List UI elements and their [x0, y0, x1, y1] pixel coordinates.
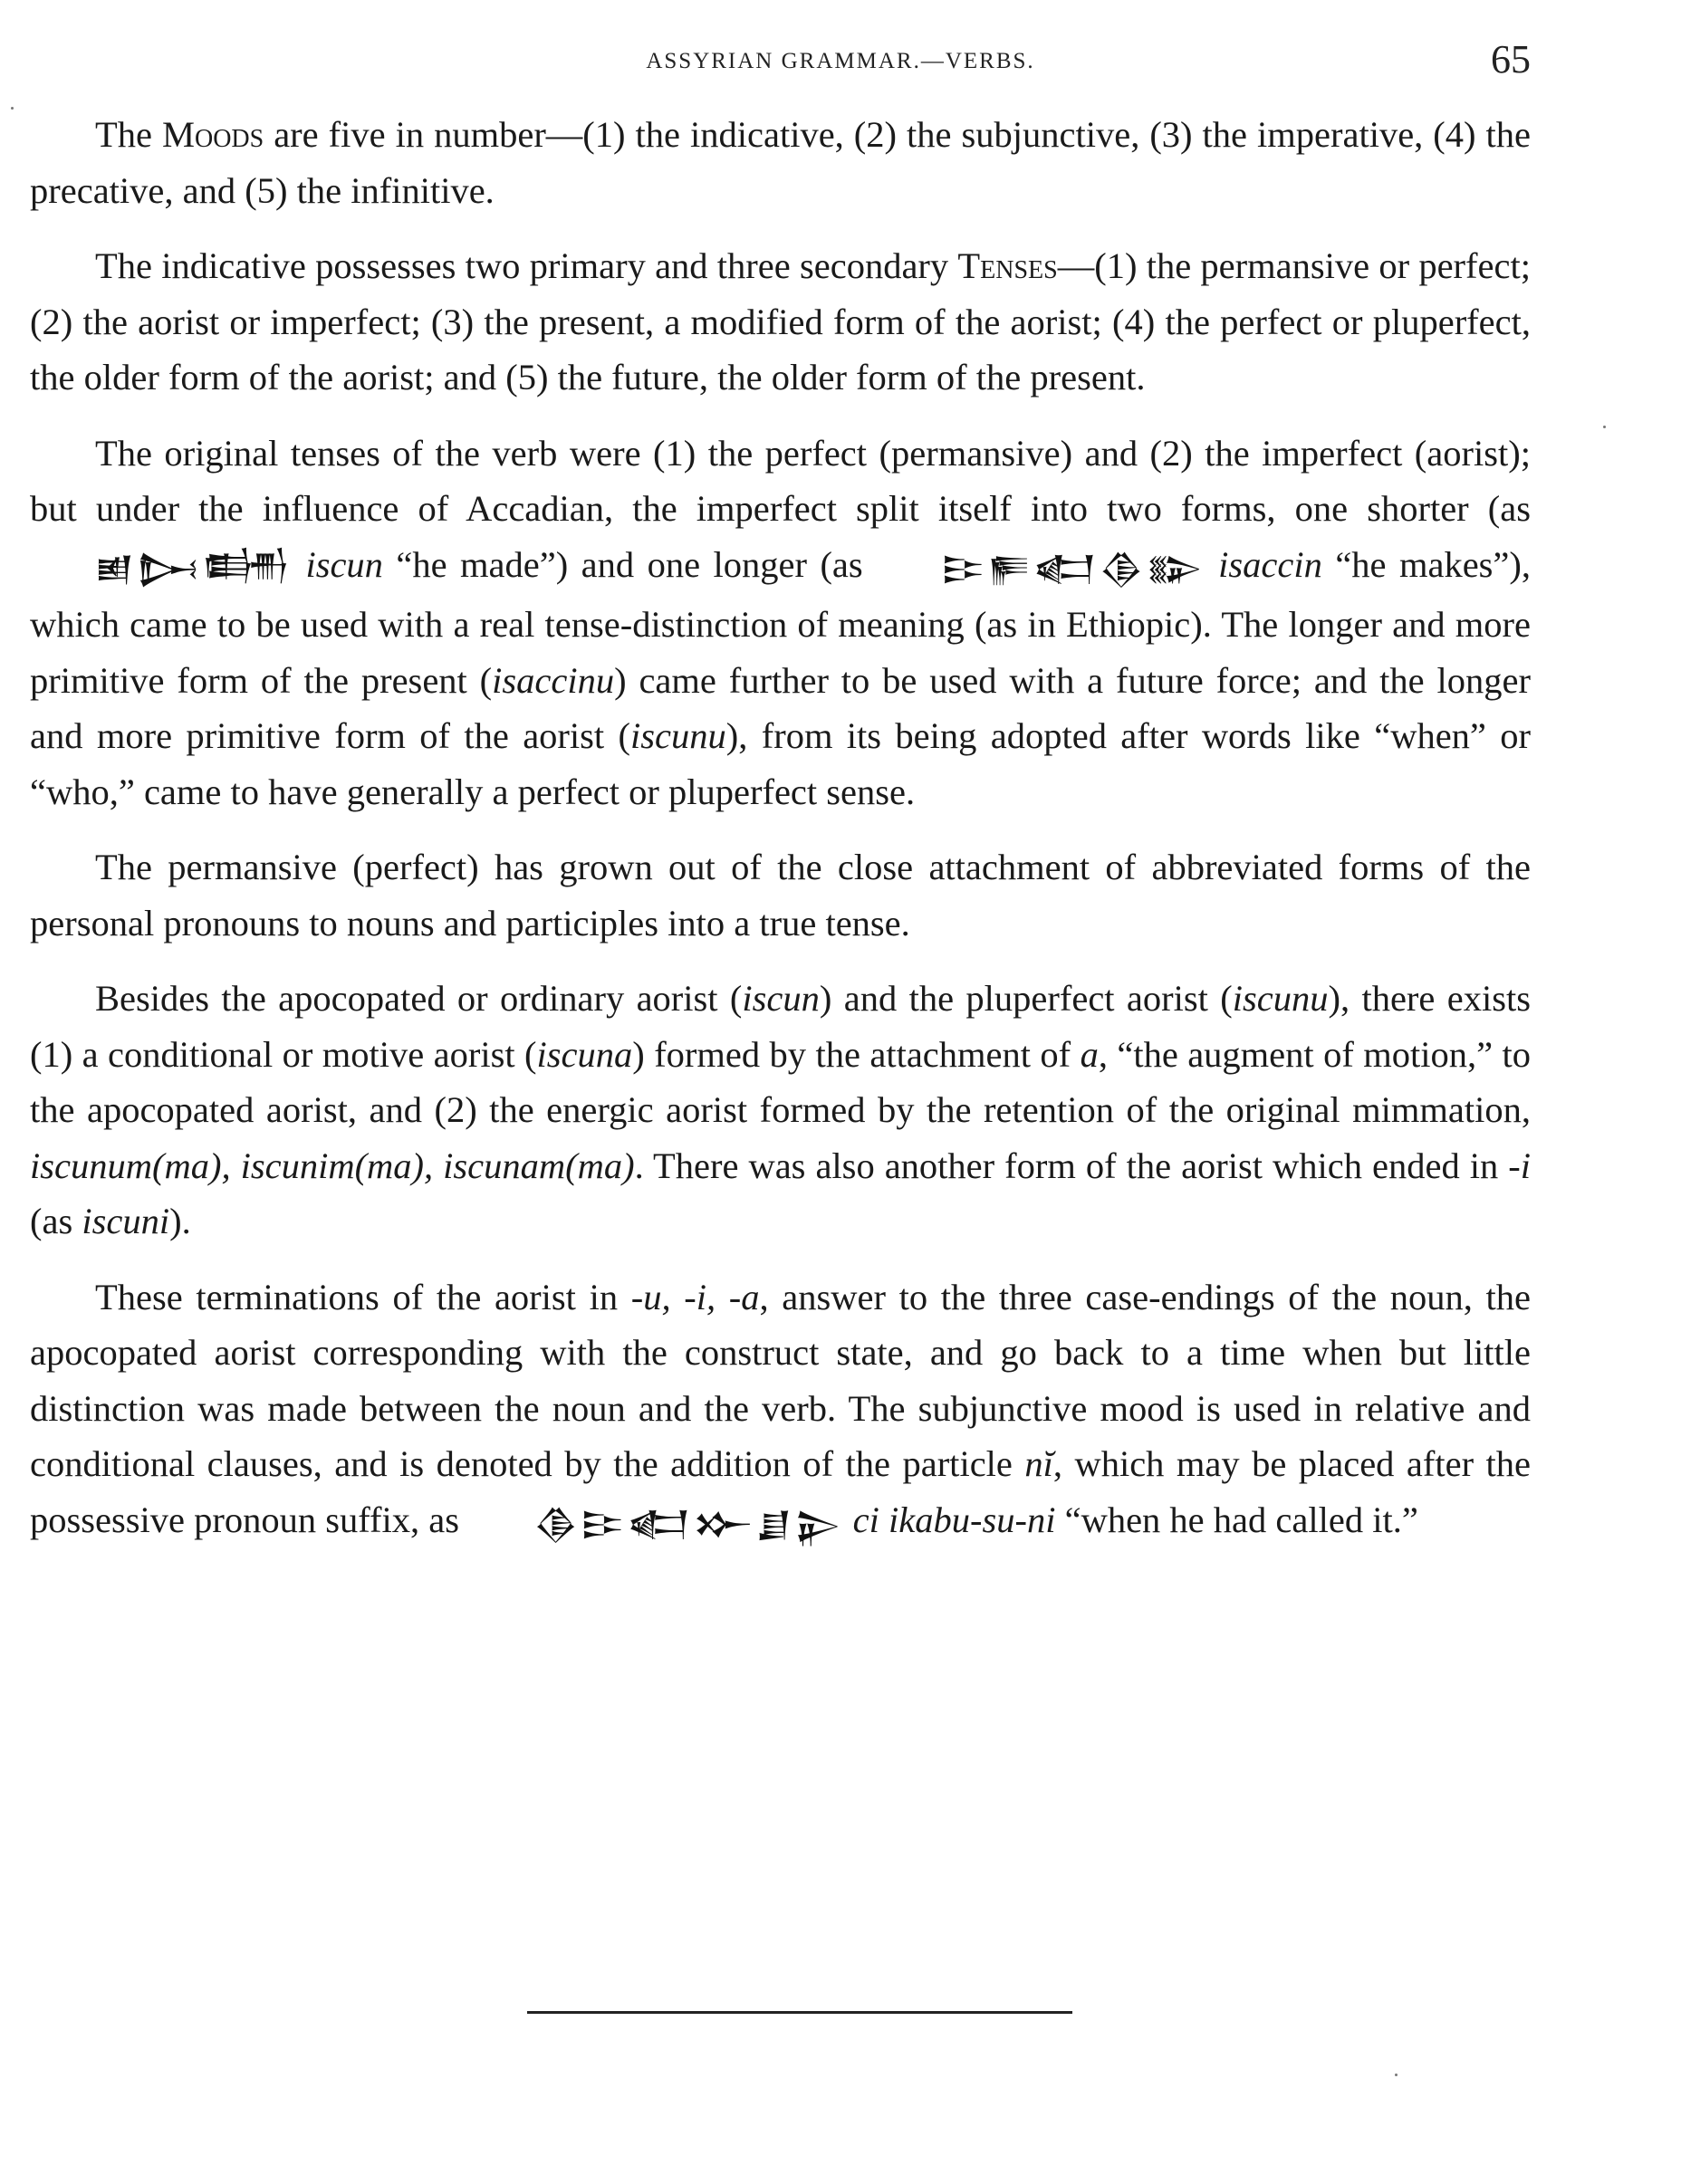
text-run: “he made”) and one longer (as [382, 543, 877, 585]
italic-transliteration: iscuna [536, 1033, 633, 1075]
paragraph-permansive [30, 839, 1531, 951]
italic-transliteration: isaccinu [492, 659, 615, 701]
text-run: The indicative possesses two primary and three secondary [95, 245, 958, 286]
text-run: “he makes”), which came to be used with a real tense-distinction of meaning (as in Ethiopic). The longer and more primitive form of the present ( [30, 543, 1532, 701]
text-run: ) and the pluperfect aorist ( [819, 978, 1233, 1019]
text-run: ), there exists (1) a conditional or motive aorist ( [30, 978, 1531, 1075]
text-run [1206, 544, 1218, 585]
italic-transliteration: iscunum(ma), iscunim(ma), iscunam(ma) [30, 1145, 635, 1186]
text-run: “when he had called it.” [1055, 1499, 1418, 1540]
text-run: ), from its being adopted after words like “when” or “who,” came to have generally a perfect or pluperfect sense. [30, 715, 1531, 812]
page-number: 65 [1491, 37, 1531, 81]
text-run: ). [169, 1201, 191, 1241]
end-rule [527, 2011, 1072, 2014]
text-run [293, 544, 305, 585]
text-run: ) came further to be used with a future force; and the longer and more primitive form of the aorist ( [30, 659, 1531, 756]
running-head: ASSYRIAN GRAMMAR.—VERBS. [646, 49, 1035, 73]
text-run: Besides the apocopated or ordinary aorist ( [95, 978, 743, 1019]
text-run: —(1) the permansive or perfect; (2) the aorist or imperfect; (3) the present, a modified form of the aorist; (4) the perfect or pluperfect, the older form of the aorist; and (5) the future, the older form of the present. [30, 245, 1531, 398]
text-run: , “the augment of motion,” to the apocopated aorist, and (2) the energic aorist formed by the retention of the original mimmation, [30, 1033, 1531, 1130]
text-run: ) formed by the attachment of [632, 1033, 1081, 1075]
italic-transliteration: -i [1508, 1145, 1531, 1186]
print-speck [1395, 2074, 1398, 2076]
italic-transliteration: iscun [305, 543, 383, 585]
paragraph-tenses [30, 238, 1531, 406]
print-speck [1603, 426, 1606, 428]
italic-transliteration: iscuni [82, 1201, 170, 1241]
text-run: The original tenses of the verb were (1) the perfect (permansive) and (2) the imperfect (aorist); but under the influence of Accadian, the imperfect split itself into two forms, one shorter (as [30, 432, 1531, 529]
small-caps-term: Moods [161, 114, 264, 155]
paragraph-terminations [30, 1269, 1531, 1553]
italic-transliteration: iscun [742, 978, 820, 1019]
paragraph-original-tenses [30, 426, 1531, 820]
cuneiform-glyphs: 𒆠𒄿𒅗𒁍𒋗𒉌 [533, 1503, 844, 1544]
text-run: The permansive (perfect) has grown out of the close attachment of abbreviated forms of the personal pronouns to nouns and participles into a true tense. [30, 847, 1531, 944]
paragraph-moods [30, 107, 1531, 218]
page-header [0, 36, 1681, 91]
text-run: are five in number—(1) the indicative, (2) the subjunctive, (3) the imperative, (4) the precative, and (5) the infinitive. [30, 114, 1531, 211]
print-speck [11, 107, 14, 110]
italic-transliteration: -u, -i, -a [630, 1276, 760, 1317]
text-run [844, 1499, 853, 1540]
text-run: The [95, 114, 162, 155]
italic-transliteration: nĭ [1024, 1443, 1053, 1484]
text-run: , which may be placed after the possessive pronoun suffix, as [30, 1443, 1532, 1540]
italic-transliteration: isaccin [1218, 543, 1322, 585]
text-run: . There was also another form of the aorist which ended in [634, 1145, 1509, 1186]
italic-transliteration: iscunu [1232, 978, 1329, 1019]
paragraph-aorist-forms [30, 971, 1531, 1250]
cuneiform-glyphs: 𒄿𒊓𒅗𒆠𒅔 [941, 548, 1206, 589]
italic-transliteration: iscunu [630, 715, 726, 756]
italic-transliteration: a [1080, 1033, 1099, 1075]
cuneiform-glyphs: 𒅖𒄖𒌦 [95, 548, 293, 589]
italic-transliteration: ci ikabu-su-ni [852, 1499, 1056, 1540]
text-run: (as [30, 1201, 82, 1241]
body-text [30, 107, 1531, 1552]
text-run: These terminations of the aorist in [95, 1276, 631, 1317]
text-run: , answer to the three case-endings of the noun, the apocopated aorist corresponding with the construct state, and go back to a time when but little distinction was made between the noun and the verb. The subjunctive mood is used in relative and conditional clauses, and is denoted by the addition of the particle [30, 1276, 1531, 1484]
small-caps-term: Tenses [957, 245, 1058, 286]
